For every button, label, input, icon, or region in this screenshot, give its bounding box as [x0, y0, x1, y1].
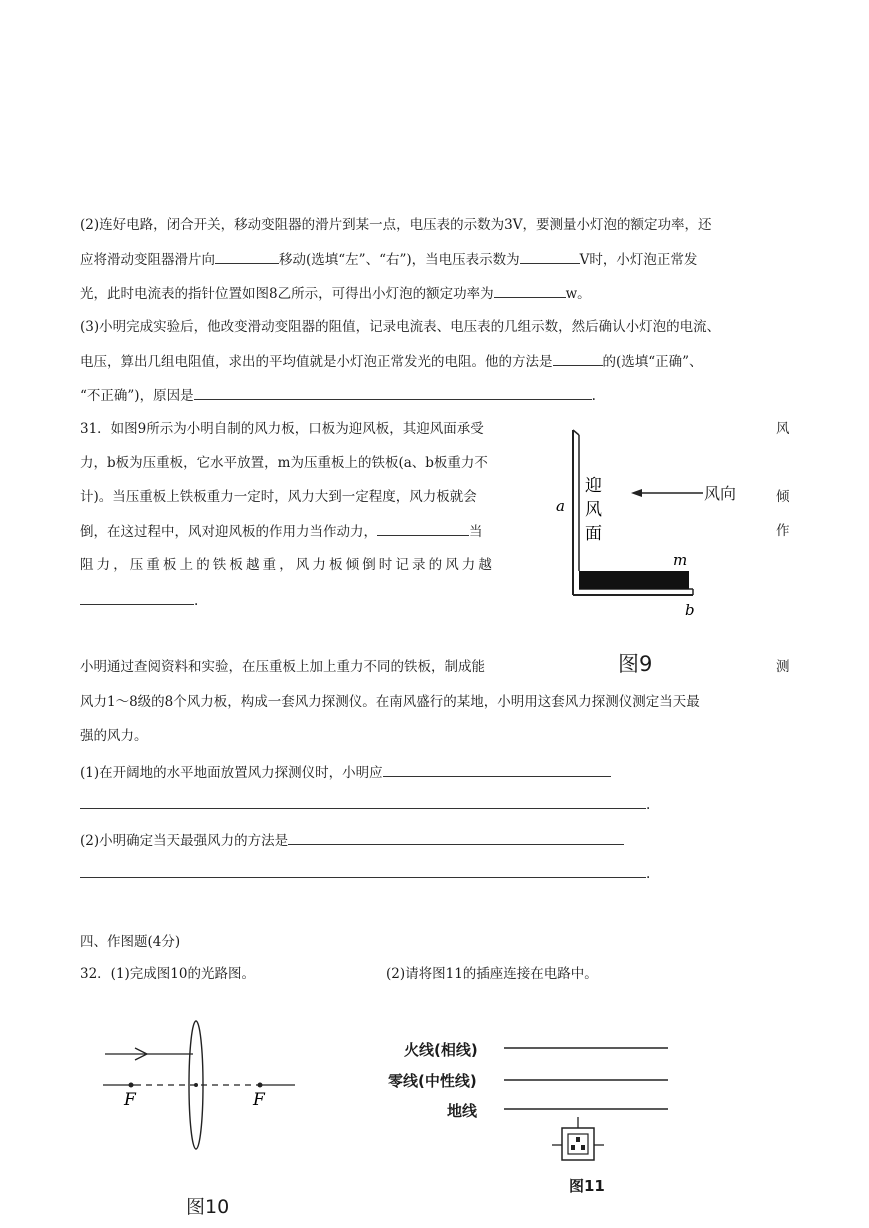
ground-wire-label: 地线 — [447, 1102, 478, 1120]
socket-right-hole — [581, 1145, 585, 1150]
q30-p2-text-a: 应将滑动变阻器滑片向 — [80, 252, 215, 268]
q30-p3-text-d: . — [591, 388, 596, 404]
wind-force-blank[interactable] — [80, 590, 194, 605]
neutral-wire-label: 零线(中性线) — [388, 1072, 477, 1090]
q31-line1-right: 风 — [776, 421, 790, 437]
placement-blank-2[interactable] — [80, 794, 646, 809]
q32-part2: (2)请将图11的插座连接在电路中。 — [386, 966, 598, 982]
q31-sub2-text: (2)小明确定当天最强风力的方法是 — [80, 833, 289, 849]
focus-label-right: F — [253, 1090, 265, 1110]
face-label-3: 面 — [585, 524, 602, 544]
q31-sub1 — [80, 762, 611, 783]
face-label-2: 风 — [585, 500, 602, 520]
q31-line7-right: 测 — [776, 659, 790, 675]
q31-line2: 力，b板为压重板，它水平放置，m为压重板上的铁板(a、b板重力不 — [80, 455, 488, 471]
wind-direction-label: 风向 — [704, 484, 737, 503]
q31-line4-text-b: 当 — [469, 524, 483, 540]
method-correct-blank[interactable] — [553, 351, 603, 366]
q31-sub2-end: . — [646, 866, 651, 882]
label-a: a — [556, 497, 565, 515]
q30-p3-text-c: “不正确”)，原因是 — [80, 388, 194, 404]
label-m: m — [673, 551, 688, 569]
face-label-1: 迎 — [585, 476, 602, 496]
method-blank-2[interactable] — [80, 863, 646, 878]
q31-line4 — [80, 521, 483, 542]
focal-point-left — [129, 1083, 134, 1088]
rated-voltage-blank[interactable] — [520, 249, 580, 264]
socket-left-hole — [571, 1145, 575, 1150]
q30-p2-text-d: 光，此时电流表的指针位置如图8乙所示，可得出小灯泡的额定功率为 — [80, 286, 494, 302]
method-blank-1[interactable] — [288, 830, 624, 845]
q31-sub1-cont — [80, 794, 650, 815]
q31-sub2-cont — [80, 863, 650, 884]
q30-p2-text-b: 移动(选填“左”、“右”)，当电压表示数为 — [279, 252, 520, 268]
q30-p2-line3 — [80, 283, 591, 304]
q31-sub1-text: (1)在开阔地的水平地面放置风力探测仪时，小明应 — [80, 765, 383, 781]
q31-line9: 强的风力。 — [80, 728, 148, 744]
q31-line8: 风力1～8级的8个风力板，构成一套风力探测仪。在南风盛行的某地，小明用这套风力探测仪测定当天最 — [80, 694, 700, 710]
q31-line7: 小明通过查阅资料和实验，在压重板上加上重力不同的铁板，制成能 — [80, 659, 485, 675]
q30-p3-text-a: 电压，算出几组电阻值，求出的平均值就是小灯泡正常发光的电阻。他的方法是 — [80, 354, 553, 370]
q31-sub2 — [80, 830, 624, 851]
focal-point-right — [258, 1083, 263, 1088]
q31-sub1-end: . — [646, 797, 651, 813]
slider-direction-blank[interactable] — [215, 249, 279, 264]
figure-10-caption: 图10 — [186, 1196, 230, 1218]
socket-top-hole — [576, 1137, 580, 1142]
lens-center — [194, 1083, 198, 1087]
q30-p2-line1: (2)连好电路，闭合开关，移动变阻器的滑片到某一点，电压表的示数为3V，要测量小灯泡的额定功率，还 — [80, 217, 712, 233]
figure-9-caption: 图9 — [618, 652, 653, 676]
label-b: b — [685, 601, 695, 619]
section-4-title: 四、作图题(4分) — [80, 934, 181, 950]
q31-line6-end: . — [194, 593, 199, 609]
figure-10-lens-diagram — [95, 1015, 305, 1160]
iron-plate-m — [579, 571, 689, 589]
q30-p3-text-b: 的(选填“正确”、 — [602, 354, 703, 370]
q30-p2-text-c: V时，小灯泡正常发 — [579, 252, 698, 268]
q31-line6 — [80, 590, 198, 611]
focus-label-left: F — [124, 1090, 136, 1110]
q31-line3-right: 倾 — [776, 489, 790, 505]
wind-arrow-head — [631, 489, 642, 497]
q30-p3-line3 — [80, 385, 596, 406]
q31-line3: 计)。当压重板上铁板重力一定时，风力大到一定程度，风力板就会 — [80, 489, 477, 505]
q30-p3-line2 — [80, 351, 703, 372]
q30-p3-line1: (3)小明完成实验后，他改变滑动变阻器的阻值，记录电流表、电压表的几组示数，然后确认小灯泡的电流、 — [80, 319, 721, 335]
rated-power-blank[interactable] — [494, 283, 566, 298]
placement-blank-1[interactable] — [383, 762, 611, 777]
q31-line4-right: 作 — [776, 523, 790, 539]
live-wire-label: 火线(相线) — [404, 1041, 478, 1059]
q31-line5: 阻力，压重板上的铁板越重，风力板倾倒时记录的风力越 — [80, 557, 495, 573]
q30-p2-line2 — [80, 249, 697, 270]
reason-blank[interactable] — [194, 385, 592, 400]
resistance-force-blank[interactable] — [377, 521, 469, 536]
q31-line4-text-a: 倒，在这过程中，风对迎风板的作用力当作动力， — [80, 524, 377, 540]
q30-p2-text-e: w。 — [565, 286, 591, 302]
figure-11-caption: 图11 — [569, 1177, 605, 1195]
figure-11-socket-diagram — [500, 1035, 675, 1165]
figure-9-wind-board — [545, 425, 715, 620]
q31-line1: 31．如图9所示为小明自制的风力板，口板为迎风板，其迎风面承受 — [80, 421, 484, 437]
q32-part1: 32．(1)完成图10的光路图。 — [80, 966, 255, 982]
